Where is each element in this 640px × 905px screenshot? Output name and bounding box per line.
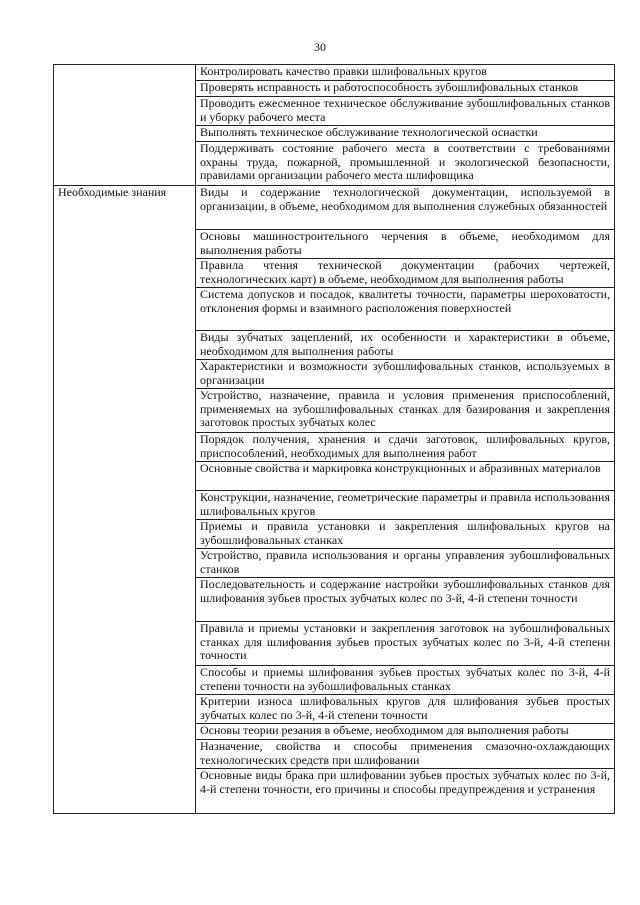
list-item: Проводить ежесменное техническое обслуживание зубошлифовальных станков и уборку рабочего места bbox=[196, 96, 614, 125]
list-item: Основные свойства и маркировка конструкционных и абразивных материалов bbox=[196, 461, 614, 490]
table-cell-label bbox=[54, 65, 196, 186]
table-row-knowledge bbox=[54, 186, 615, 814]
table-row-skills bbox=[54, 65, 615, 186]
list-item: Проверять исправность и работоспособность зубошлифовальных станков bbox=[196, 80, 614, 96]
list-item: Критерии износа шлифовальных кругов для шлифования зубьев простых зубчатых колес по 3-й, 4-й степени точности bbox=[196, 694, 614, 723]
row-label: Необходимые знания bbox=[58, 185, 167, 199]
list-item: Поддерживать состояние рабочего места в соответствии с требованиями охраны труда, пожарной, промышленной и экологической безопасности, правилами организации рабочего места шлифовщика bbox=[196, 141, 614, 185]
list-item: Правила и приемы установки и закрепления заготовок на зубошлифовальных станках для шлифования зубьев простых зубчатых колес по 3-й, 4-й степени точности bbox=[196, 621, 614, 665]
table-cell-items bbox=[196, 65, 615, 186]
list-item: Правила чтения технической документации (рабочих чертежей, технологических карт) в объеме, необходимом для выполнения работы bbox=[196, 258, 614, 287]
list-item: Характеристики и возможности зубошлифовальных станков, используемых в организации bbox=[196, 359, 614, 388]
list-item: Контролировать качество правки шлифовальных кругов bbox=[200, 65, 487, 78]
list-item: Способы и приемы шлифования зубьев простых зубчатых колес по 3-й, 4-й степени точности на зубошлифовальных станках bbox=[196, 665, 614, 694]
list-item: Последовательность и содержание настройки зубошлифовальных станков для шлифования зубьев простых зубчатых колес по 3-й, 4-й степени точности bbox=[196, 577, 614, 621]
list-item: Конструкции, назначение, геометрические параметры и правила использования шлифовальных кругов bbox=[196, 490, 614, 519]
list-item: Виды зубчатых зацеплений, их особенности и характеристики в объеме, необходимом для выполнения работы bbox=[196, 330, 614, 359]
list-item: Приемы и правила установки и закрепления шлифовальных кругов на зубошлифовальных станках bbox=[196, 519, 614, 548]
list-item: Выполнять техническое обслуживание технологической оснастки bbox=[196, 125, 614, 141]
list-item: Виды и содержание технологической документации, используемой в организации, в объеме, необходимом для выполнения служебных обязанностей bbox=[200, 186, 610, 213]
list-item: Назначение, свойства и способы применения смазочно-охлаждающих технологических средств при шлифовании bbox=[196, 739, 614, 768]
list-item: Основы теории резания в объеме, необходимом для выполнения работы bbox=[196, 723, 614, 739]
list-item: Основные виды брака при шлифовании зубьев простых зубчатых колес по 3-й, 4-й степени точности, его причины и способы предупреждения и устранения bbox=[196, 768, 614, 813]
list-item: Система допусков и посадок, квалитеты точности, параметры шероховатости, отклонения формы и взаимного расположения поверхностей bbox=[196, 287, 614, 330]
competency-table bbox=[53, 64, 615, 814]
table-cell-label bbox=[54, 186, 196, 814]
list-item: Устройство, правила использования и органы управления зубошлифовальных станков bbox=[196, 548, 614, 577]
table-cell-items bbox=[196, 186, 615, 814]
list-item: Порядок получения, хранения и сдачи заготовок, шлифовальных кругов, приспособлений, необходимых для выполнения работ bbox=[196, 432, 614, 461]
page-number: 30 bbox=[314, 40, 326, 54]
list-item: Основы машиностроительного черчения в объеме, необходимом для выполнения работы bbox=[196, 229, 614, 258]
list-item: Устройство, назначение, правила и условия применения приспособлений, применяемых на зубошлифовальных станках для базирования и закрепления заготовок простых зубчатых колес bbox=[196, 388, 614, 432]
